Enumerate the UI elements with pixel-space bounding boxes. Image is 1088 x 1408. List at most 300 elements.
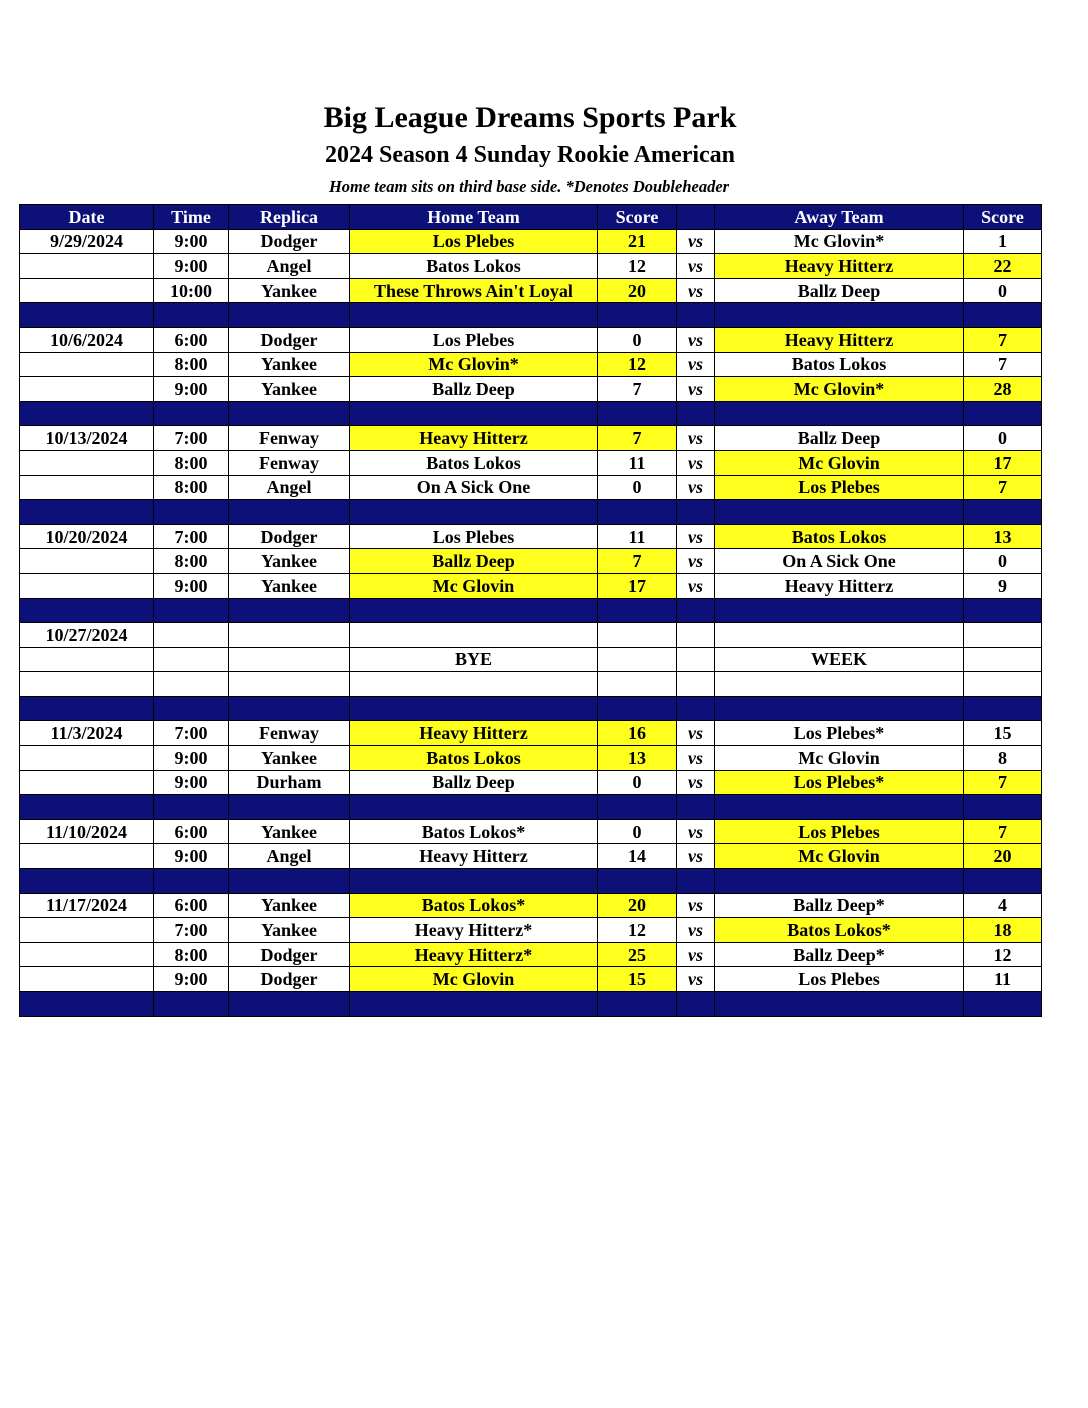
date-cell: 11/3/2024 bbox=[20, 721, 154, 746]
separator-cell bbox=[715, 401, 964, 426]
separator-cell bbox=[154, 795, 229, 820]
away-score-cell: 15 bbox=[964, 721, 1042, 746]
page-subtitle: 2024 Season 4 Sunday Rookie American bbox=[324, 142, 736, 168]
separator-cell bbox=[677, 696, 715, 721]
separator-cell bbox=[350, 696, 598, 721]
home-score-cell: 0 bbox=[598, 327, 677, 352]
table-row bbox=[20, 229, 1042, 254]
separator-row bbox=[20, 598, 1042, 623]
separator-cell bbox=[677, 500, 715, 525]
home-score-cell: 7 bbox=[598, 426, 677, 451]
home-team-cell: Ballz Deep bbox=[350, 770, 598, 795]
date-cell bbox=[20, 475, 154, 500]
vs-cell: vs bbox=[677, 426, 715, 451]
home-score-cell: 12 bbox=[598, 352, 677, 377]
away-score-cell: 8 bbox=[964, 746, 1042, 771]
time-cell: 9:00 bbox=[154, 229, 229, 254]
away-team-cell bbox=[715, 623, 964, 648]
replica-cell: Yankee bbox=[229, 573, 350, 598]
date-cell: 11/10/2024 bbox=[20, 819, 154, 844]
header-home-team: Home Team bbox=[350, 205, 598, 230]
away-score-cell: 11 bbox=[964, 967, 1042, 992]
away-team-cell: Mc Glovin bbox=[715, 844, 964, 869]
separator-cell bbox=[154, 598, 229, 623]
separator-cell bbox=[964, 869, 1042, 894]
replica-cell: Angel bbox=[229, 475, 350, 500]
replica-cell bbox=[229, 647, 350, 672]
time-cell bbox=[154, 672, 229, 697]
home-team-cell: Los Plebes bbox=[350, 327, 598, 352]
table-row bbox=[20, 770, 1042, 795]
home-team-cell: Ballz Deep bbox=[350, 377, 598, 402]
time-cell: 7:00 bbox=[154, 918, 229, 943]
time-cell bbox=[154, 623, 229, 648]
separator-cell bbox=[964, 500, 1042, 525]
away-score-cell: 7 bbox=[964, 352, 1042, 377]
home-team-cell bbox=[350, 672, 598, 697]
table-row bbox=[20, 327, 1042, 352]
separator-cell bbox=[677, 598, 715, 623]
separator-cell bbox=[715, 598, 964, 623]
header-replica: Replica bbox=[229, 205, 350, 230]
time-cell: 9:00 bbox=[154, 746, 229, 771]
page-title: Big League Dreams Sports Park bbox=[323, 101, 737, 134]
date-cell bbox=[20, 844, 154, 869]
home-team-cell: Batos Lokos bbox=[350, 254, 598, 279]
home-team-cell bbox=[350, 623, 598, 648]
time-cell: 6:00 bbox=[154, 893, 229, 918]
away-score-cell: 7 bbox=[964, 770, 1042, 795]
vs-cell: vs bbox=[677, 450, 715, 475]
separator-cell bbox=[229, 500, 350, 525]
away-score-cell: 12 bbox=[964, 942, 1042, 967]
away-team-cell: Mc Glovin bbox=[715, 450, 964, 475]
replica-cell: Dodger bbox=[229, 524, 350, 549]
replica-cell: Angel bbox=[229, 254, 350, 279]
table-header-row bbox=[20, 205, 1042, 230]
separator-row bbox=[20, 696, 1042, 721]
home-score-cell: 25 bbox=[598, 942, 677, 967]
separator-cell bbox=[20, 401, 154, 426]
separator-cell bbox=[20, 992, 154, 1017]
separator-row bbox=[20, 869, 1042, 894]
date-cell: 11/17/2024 bbox=[20, 893, 154, 918]
time-cell: 6:00 bbox=[154, 819, 229, 844]
vs-cell: vs bbox=[677, 573, 715, 598]
table-row bbox=[20, 426, 1042, 451]
separator-cell bbox=[229, 696, 350, 721]
vs-cell: vs bbox=[677, 893, 715, 918]
separator-cell bbox=[677, 795, 715, 820]
separator-cell bbox=[598, 401, 677, 426]
table-row bbox=[20, 672, 1042, 697]
header-vs bbox=[677, 205, 715, 230]
date-cell bbox=[20, 549, 154, 574]
separator-cell bbox=[350, 598, 598, 623]
vs-cell: vs bbox=[677, 844, 715, 869]
time-cell: 6:00 bbox=[154, 327, 229, 352]
time-cell: 9:00 bbox=[154, 967, 229, 992]
away-score-cell bbox=[964, 672, 1042, 697]
away-team-cell: Los Plebes bbox=[715, 967, 964, 992]
away-team-cell: Los Plebes bbox=[715, 475, 964, 500]
separator-cell bbox=[964, 303, 1042, 328]
home-score-cell bbox=[598, 647, 677, 672]
separator-cell bbox=[677, 401, 715, 426]
vs-cell: vs bbox=[677, 721, 715, 746]
home-team-cell: BYE bbox=[350, 647, 598, 672]
replica-cell: Yankee bbox=[229, 377, 350, 402]
home-score-cell: 11 bbox=[598, 524, 677, 549]
away-team-cell: Mc Glovin* bbox=[715, 229, 964, 254]
table-row bbox=[20, 278, 1042, 303]
away-score-cell: 22 bbox=[964, 254, 1042, 279]
time-cell: 8:00 bbox=[154, 475, 229, 500]
time-cell: 8:00 bbox=[154, 549, 229, 574]
vs-cell: vs bbox=[677, 549, 715, 574]
replica-cell: Yankee bbox=[229, 918, 350, 943]
table-row bbox=[20, 844, 1042, 869]
table-row bbox=[20, 450, 1042, 475]
doubleheader-note: Home team sits on third base side. *Denotes Doubleheader bbox=[328, 177, 730, 196]
separator-cell bbox=[229, 869, 350, 894]
replica-cell: Angel bbox=[229, 844, 350, 869]
away-score-cell: 7 bbox=[964, 819, 1042, 844]
away-score-cell: 9 bbox=[964, 573, 1042, 598]
away-score-cell: 0 bbox=[964, 278, 1042, 303]
separator-cell bbox=[20, 795, 154, 820]
vs-cell: vs bbox=[677, 746, 715, 771]
date-cell bbox=[20, 672, 154, 697]
time-cell: 7:00 bbox=[154, 524, 229, 549]
home-score-cell: 21 bbox=[598, 229, 677, 254]
replica-cell: Yankee bbox=[229, 549, 350, 574]
table-row bbox=[20, 573, 1042, 598]
away-score-cell: 28 bbox=[964, 377, 1042, 402]
away-team-cell: Los Plebes* bbox=[715, 721, 964, 746]
schedule-table bbox=[19, 204, 1042, 1017]
separator-cell bbox=[598, 696, 677, 721]
separator-cell bbox=[229, 992, 350, 1017]
vs-cell: vs bbox=[677, 819, 715, 844]
separator-cell bbox=[229, 795, 350, 820]
away-team-cell: Heavy Hitterz bbox=[715, 254, 964, 279]
separator-row bbox=[20, 401, 1042, 426]
table-row bbox=[20, 623, 1042, 648]
away-score-cell bbox=[964, 623, 1042, 648]
replica-cell: Yankee bbox=[229, 819, 350, 844]
date-cell bbox=[20, 967, 154, 992]
time-cell: 9:00 bbox=[154, 844, 229, 869]
home-team-cell: On A Sick One bbox=[350, 475, 598, 500]
time-cell: 8:00 bbox=[154, 942, 229, 967]
away-score-cell: 1 bbox=[964, 229, 1042, 254]
away-score-cell: 13 bbox=[964, 524, 1042, 549]
away-score-cell: 4 bbox=[964, 893, 1042, 918]
separator-cell bbox=[154, 696, 229, 721]
home-team-cell: Batos Lokos bbox=[350, 450, 598, 475]
away-team-cell: Batos Lokos bbox=[715, 524, 964, 549]
home-score-cell: 17 bbox=[598, 573, 677, 598]
time-cell: 9:00 bbox=[154, 770, 229, 795]
home-score-cell bbox=[598, 672, 677, 697]
date-cell: 10/27/2024 bbox=[20, 623, 154, 648]
away-team-cell: Mc Glovin bbox=[715, 746, 964, 771]
replica-cell: Dodger bbox=[229, 327, 350, 352]
home-team-cell: Heavy Hitterz bbox=[350, 721, 598, 746]
home-score-cell: 20 bbox=[598, 893, 677, 918]
vs-cell: vs bbox=[677, 278, 715, 303]
separator-cell bbox=[677, 303, 715, 328]
separator-cell bbox=[20, 696, 154, 721]
home-team-cell: These Throws Ain't Loyal bbox=[350, 278, 598, 303]
date-cell bbox=[20, 377, 154, 402]
separator-row bbox=[20, 795, 1042, 820]
separator-cell bbox=[20, 869, 154, 894]
time-cell bbox=[154, 647, 229, 672]
home-score-cell: 14 bbox=[598, 844, 677, 869]
time-cell: 7:00 bbox=[154, 426, 229, 451]
separator-cell bbox=[964, 401, 1042, 426]
separator-cell bbox=[677, 869, 715, 894]
away-team-cell: On A Sick One bbox=[715, 549, 964, 574]
table-row bbox=[20, 524, 1042, 549]
table-row bbox=[20, 377, 1042, 402]
away-team-cell: Heavy Hitterz bbox=[715, 327, 964, 352]
home-team-cell: Heavy Hitterz bbox=[350, 844, 598, 869]
separator-row bbox=[20, 303, 1042, 328]
header-away-score: Score bbox=[964, 205, 1042, 230]
date-cell bbox=[20, 647, 154, 672]
table-row bbox=[20, 942, 1042, 967]
separator-cell bbox=[715, 992, 964, 1017]
home-team-cell: Los Plebes bbox=[350, 229, 598, 254]
time-cell: 9:00 bbox=[154, 573, 229, 598]
replica-cell: Yankee bbox=[229, 893, 350, 918]
separator-cell bbox=[154, 869, 229, 894]
date-cell bbox=[20, 278, 154, 303]
separator-cell bbox=[715, 303, 964, 328]
away-score-cell: 17 bbox=[964, 450, 1042, 475]
home-score-cell: 11 bbox=[598, 450, 677, 475]
home-team-cell: Batos Lokos* bbox=[350, 819, 598, 844]
replica-cell: Fenway bbox=[229, 450, 350, 475]
home-team-cell: Heavy Hitterz* bbox=[350, 942, 598, 967]
home-score-cell: 12 bbox=[598, 254, 677, 279]
vs-cell: vs bbox=[677, 942, 715, 967]
time-cell: 8:00 bbox=[154, 352, 229, 377]
table-row bbox=[20, 475, 1042, 500]
replica-cell: Fenway bbox=[229, 426, 350, 451]
table-row bbox=[20, 893, 1042, 918]
away-team-cell: WEEK bbox=[715, 647, 964, 672]
header-time: Time bbox=[154, 205, 229, 230]
vs-cell bbox=[677, 672, 715, 697]
vs-cell: vs bbox=[677, 918, 715, 943]
date-cell: 9/29/2024 bbox=[20, 229, 154, 254]
separator-cell bbox=[677, 992, 715, 1017]
vs-cell: vs bbox=[677, 967, 715, 992]
home-team-cell: Mc Glovin bbox=[350, 573, 598, 598]
vs-cell: vs bbox=[677, 770, 715, 795]
vs-cell bbox=[677, 623, 715, 648]
separator-cell bbox=[598, 303, 677, 328]
replica-cell: Yankee bbox=[229, 352, 350, 377]
separator-row bbox=[20, 500, 1042, 525]
away-team-cell: Batos Lokos* bbox=[715, 918, 964, 943]
replica-cell: Dodger bbox=[229, 942, 350, 967]
separator-cell bbox=[350, 500, 598, 525]
table-row bbox=[20, 352, 1042, 377]
home-team-cell: Heavy Hitterz* bbox=[350, 918, 598, 943]
home-team-cell: Batos Lokos bbox=[350, 746, 598, 771]
replica-cell: Dodger bbox=[229, 967, 350, 992]
time-cell: 8:00 bbox=[154, 450, 229, 475]
home-score-cell: 20 bbox=[598, 278, 677, 303]
separator-cell bbox=[715, 696, 964, 721]
vs-cell: vs bbox=[677, 524, 715, 549]
replica-cell: Yankee bbox=[229, 278, 350, 303]
separator-cell bbox=[715, 795, 964, 820]
separator-cell bbox=[964, 992, 1042, 1017]
home-score-cell: 0 bbox=[598, 475, 677, 500]
date-cell bbox=[20, 918, 154, 943]
replica-cell: Fenway bbox=[229, 721, 350, 746]
vs-cell bbox=[677, 647, 715, 672]
header-away-team: Away Team bbox=[715, 205, 964, 230]
table-row bbox=[20, 746, 1042, 771]
home-score-cell: 15 bbox=[598, 967, 677, 992]
header-date: Date bbox=[20, 205, 154, 230]
date-cell: 10/13/2024 bbox=[20, 426, 154, 451]
separator-cell bbox=[154, 500, 229, 525]
separator-cell bbox=[154, 303, 229, 328]
separator-row bbox=[20, 992, 1042, 1017]
away-team-cell: Ballz Deep bbox=[715, 426, 964, 451]
away-score-cell: 18 bbox=[964, 918, 1042, 943]
home-team-cell: Los Plebes bbox=[350, 524, 598, 549]
vs-cell: vs bbox=[677, 352, 715, 377]
time-cell: 10:00 bbox=[154, 278, 229, 303]
separator-cell bbox=[598, 992, 677, 1017]
away-team-cell: Heavy Hitterz bbox=[715, 573, 964, 598]
home-score-cell: 16 bbox=[598, 721, 677, 746]
away-team-cell: Mc Glovin* bbox=[715, 377, 964, 402]
separator-cell bbox=[154, 401, 229, 426]
home-team-cell: Mc Glovin* bbox=[350, 352, 598, 377]
date-cell: 10/20/2024 bbox=[20, 524, 154, 549]
away-team-cell: Los Plebes* bbox=[715, 770, 964, 795]
home-score-cell: 7 bbox=[598, 377, 677, 402]
home-score-cell: 7 bbox=[598, 549, 677, 574]
home-team-cell: Mc Glovin bbox=[350, 967, 598, 992]
away-score-cell: 20 bbox=[964, 844, 1042, 869]
home-team-cell: Heavy Hitterz bbox=[350, 426, 598, 451]
table-row bbox=[20, 254, 1042, 279]
table-row bbox=[20, 549, 1042, 574]
vs-cell: vs bbox=[677, 254, 715, 279]
vs-cell: vs bbox=[677, 327, 715, 352]
date-cell bbox=[20, 450, 154, 475]
vs-cell: vs bbox=[677, 229, 715, 254]
home-score-cell: 0 bbox=[598, 819, 677, 844]
schedule-body bbox=[20, 229, 1042, 1016]
away-team-cell: Ballz Deep* bbox=[715, 893, 964, 918]
separator-cell bbox=[598, 795, 677, 820]
vs-cell: vs bbox=[677, 475, 715, 500]
separator-cell bbox=[598, 500, 677, 525]
separator-cell bbox=[964, 598, 1042, 623]
replica-cell bbox=[229, 623, 350, 648]
away-team-cell: Los Plebes bbox=[715, 819, 964, 844]
separator-cell bbox=[598, 869, 677, 894]
separator-cell bbox=[229, 598, 350, 623]
away-team-cell: Ballz Deep* bbox=[715, 942, 964, 967]
table-row bbox=[20, 918, 1042, 943]
date-cell bbox=[20, 352, 154, 377]
date-cell bbox=[20, 942, 154, 967]
separator-cell bbox=[154, 992, 229, 1017]
separator-cell bbox=[229, 401, 350, 426]
separator-cell bbox=[20, 500, 154, 525]
time-cell: 9:00 bbox=[154, 377, 229, 402]
header-home-score: Score bbox=[598, 205, 677, 230]
home-score-cell bbox=[598, 623, 677, 648]
table-row bbox=[20, 967, 1042, 992]
time-cell: 7:00 bbox=[154, 721, 229, 746]
separator-cell bbox=[964, 795, 1042, 820]
away-score-cell: 7 bbox=[964, 475, 1042, 500]
home-score-cell: 12 bbox=[598, 918, 677, 943]
vs-cell: vs bbox=[677, 377, 715, 402]
date-cell bbox=[20, 746, 154, 771]
away-team-cell: Ballz Deep bbox=[715, 278, 964, 303]
separator-cell bbox=[350, 795, 598, 820]
separator-cell bbox=[350, 401, 598, 426]
away-score-cell: 7 bbox=[964, 327, 1042, 352]
table-row bbox=[20, 647, 1042, 672]
time-cell: 9:00 bbox=[154, 254, 229, 279]
separator-cell bbox=[350, 869, 598, 894]
table-row bbox=[20, 819, 1042, 844]
replica-cell: Dodger bbox=[229, 229, 350, 254]
separator-cell bbox=[715, 500, 964, 525]
date-cell bbox=[20, 254, 154, 279]
away-score-cell: 0 bbox=[964, 426, 1042, 451]
separator-cell bbox=[20, 303, 154, 328]
replica-cell: Durham bbox=[229, 770, 350, 795]
separator-cell bbox=[964, 696, 1042, 721]
home-score-cell: 13 bbox=[598, 746, 677, 771]
separator-cell bbox=[20, 598, 154, 623]
date-cell: 10/6/2024 bbox=[20, 327, 154, 352]
separator-cell bbox=[715, 869, 964, 894]
replica-cell bbox=[229, 672, 350, 697]
table-row bbox=[20, 721, 1042, 746]
date-cell bbox=[20, 770, 154, 795]
away-team-cell bbox=[715, 672, 964, 697]
separator-cell bbox=[598, 598, 677, 623]
home-team-cell: Batos Lokos* bbox=[350, 893, 598, 918]
separator-cell bbox=[350, 303, 598, 328]
away-score-cell: 0 bbox=[964, 549, 1042, 574]
away-team-cell: Batos Lokos bbox=[715, 352, 964, 377]
replica-cell: Yankee bbox=[229, 746, 350, 771]
home-team-cell: Ballz Deep bbox=[350, 549, 598, 574]
home-score-cell: 0 bbox=[598, 770, 677, 795]
separator-cell bbox=[229, 303, 350, 328]
away-score-cell bbox=[964, 647, 1042, 672]
